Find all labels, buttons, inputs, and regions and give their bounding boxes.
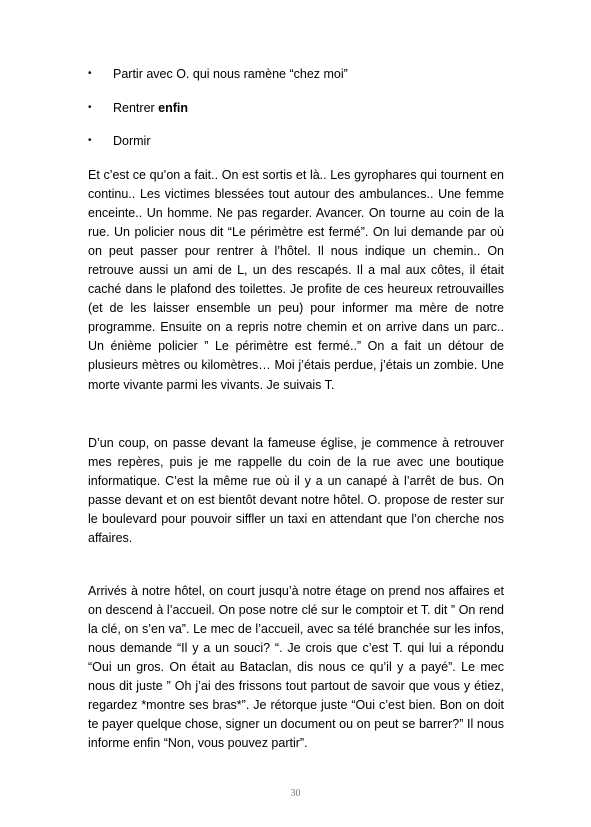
- emphasis-text: enfin: [158, 100, 189, 115]
- bullet-icon: •: [88, 68, 92, 79]
- bullet-icon: •: [88, 135, 92, 146]
- bullet-text: Rentrer enfin: [113, 100, 189, 115]
- paragraph-1: Et c’est ce qu’on a fait.. On est sortis et là.. Les gyrophares qui tournent en continu.. Les victimes blessées tout autour des ambulances.. Une femme enceinte.. Un homme. Ne pas regarder. Avancer. On tourne au coin de la rue. Un policier nous dit “Le périmètre est fermé”. On lui demande par où on peut passer pour rentrer à l’hôtel. Il nous indique un chemin.. On retrouve aussi un ami de L, un des rescapés. Il a mal aux côtes, il était caché dans le plafond des toilettes. Je profite de ces heureux retrouvailles (et de les laisser ensemble un peu) pour informer ma mère de notre programme. Ensuite on a repris notre chemin et on arrive dans un parc.. Un énième policier ” Le périmètre est fermé..” On a fait un détour de plusieurs mètres ou kilomètres… Moi j’étais perdue, j’étais un zombie. Une morte vivante parmi les vivants. Je suivais T.: [88, 168, 504, 392]
- bullet-item-3: [88, 133, 508, 149]
- bullet-list: [88, 66, 508, 167]
- page-number: 30: [290, 788, 301, 799]
- paragraph-2: D’un coup, on passe devant la fameuse église, je commence à retrouver mes repères, puis je me rappelle du coin de la rue avec une boutique informatique. C’est la même rue où il y a un canapé à l’arrêt de bus. On passe devant et on est bientôt devant notre hôtel. O. propose de rester sur le boulevard pour pouvoir siffler un taxi en attendant que l’on cherche nos affaires.: [88, 436, 504, 546]
- bullet-icon: •: [88, 101, 92, 113]
- bullet-item-1: [88, 66, 508, 82]
- paragraph-3: Arrivés à notre hôtel, on court jusqu’à notre étage on prend nos affaires et on descend à l’accueil. On pose notre clé sur le comptoir et T. dit ” On rend la clé, on s’en va”. Le mec de l’accueil, avec sa télé branchée sur les infos, nous demande “Il y a un souci? “. Je crois que c’est T. qui lui a répondu “Oui un gros. On était au Bataclan, dis nous ce qu’il y a payé”. Le mec nous dit juste ” Oh j’ai des frissons tout partout de savoir que vous y étiez, regardez *montre ses bras*”. Je rétorque juste “Oui c’est bien. Bon on doit te payer quelque chose, signer un document ou on peut se barrer?” Il nous informe enfin “Non, vous pouvez partir”.: [88, 584, 504, 751]
- bullet-item-2: [88, 100, 508, 116]
- bullet-text: Partir avec O. qui nous ramène “chez moi”: [113, 67, 348, 81]
- bullet-text: Dormir: [113, 134, 151, 148]
